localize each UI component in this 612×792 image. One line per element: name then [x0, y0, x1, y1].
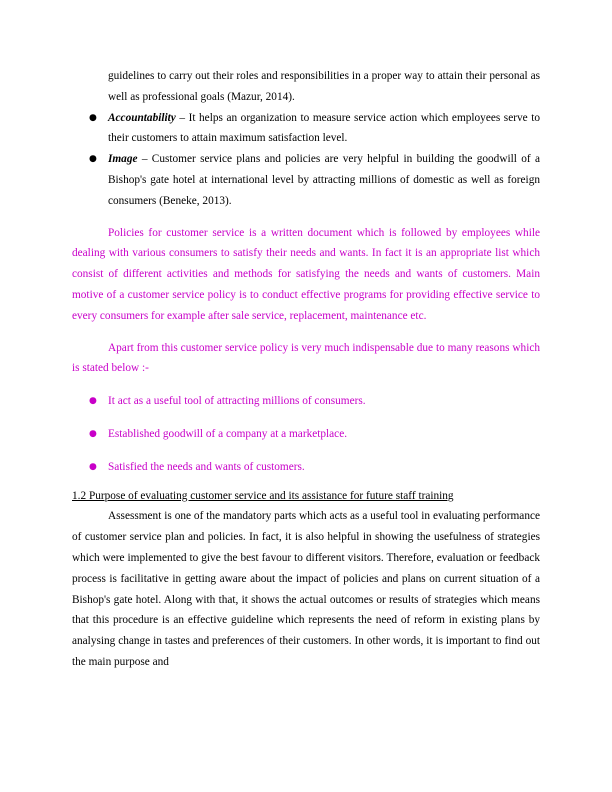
document-page: [72, 66, 540, 673]
bullet-term: Image: [108, 153, 138, 166]
bullet-text: – Customer service plans and policies are very helpful in building the goodwill of a Bishop's gate hotel at international level by attracting millions of domestic as well as foreign consumers (Beneke, 2013).: [108, 153, 540, 207]
reason-text: It act as a useful tool of attracting millions of consumers.: [108, 395, 366, 408]
intro-continuation: guidelines to carry out their roles and responsibilities in a proper way to attain their personal as well as professional goals (Mazur, 2014).: [108, 70, 540, 103]
bullet-item-image: [72, 149, 540, 211]
reasons-intro: Apart from this customer service policy is very much indispensable due to many reasons which is stated below :-: [72, 341, 540, 375]
bullet-icon: ●: [89, 154, 97, 165]
reason-text: Established goodwill of a company at a marketplace.: [108, 427, 348, 440]
bullet-text: – It helps an organization to measure service action which employees serve to their customers to attain maximum satisfaction level.: [108, 111, 540, 145]
bullet-term: Accountability: [108, 111, 176, 124]
section-paragraph: Assessment is one of the mandatory parts which acts as a useful tool in evaluating performance of customer service plan and policies. In fact, it is also helpful in showing the usefulness of strategies which were implemented to give the best favour to different visitors. Therefore, evaluation or feedback process is facilitative in getting aware about the impact of policies and plans on current situation of a Bishop's gate hotel. Along with that, it shows the actual outcomes or results of strategies which means that this procedure is an effective guideline which represents the need of reform in existing plans by analysing change in tastes and preferences of their customers. In other words, it is important to find out the main purpose and: [72, 510, 540, 668]
reason-text: Satisfied the needs and wants of customers.: [108, 460, 305, 473]
bullet-icon: ●: [89, 112, 97, 123]
reasons-list: [72, 391, 540, 477]
bullet-list: [72, 108, 540, 212]
bullet-icon: ●: [89, 461, 97, 472]
bullet-icon: ●: [89, 428, 97, 439]
bullet-icon: ●: [89, 396, 97, 407]
reason-item: [72, 457, 540, 478]
policy-paragraph: Policies for customer service is a written document which is followed by employees while dealing with various consumers to satisfy their needs and wants. In fact it is an appropriate list which consist of different activities and methods for satisfying the needs and wants of customers. Main motive of a customer service policy is to conduct effective programs for providing effective service to every consumers for example after sale service, replacement, maintenance etc.: [72, 226, 540, 322]
section-heading: 1.2 Purpose of evaluating customer service and its assistance for future staff training: [72, 489, 454, 502]
reason-item: [72, 391, 540, 412]
reason-item: [72, 424, 540, 445]
bullet-item-accountability: [72, 108, 540, 150]
